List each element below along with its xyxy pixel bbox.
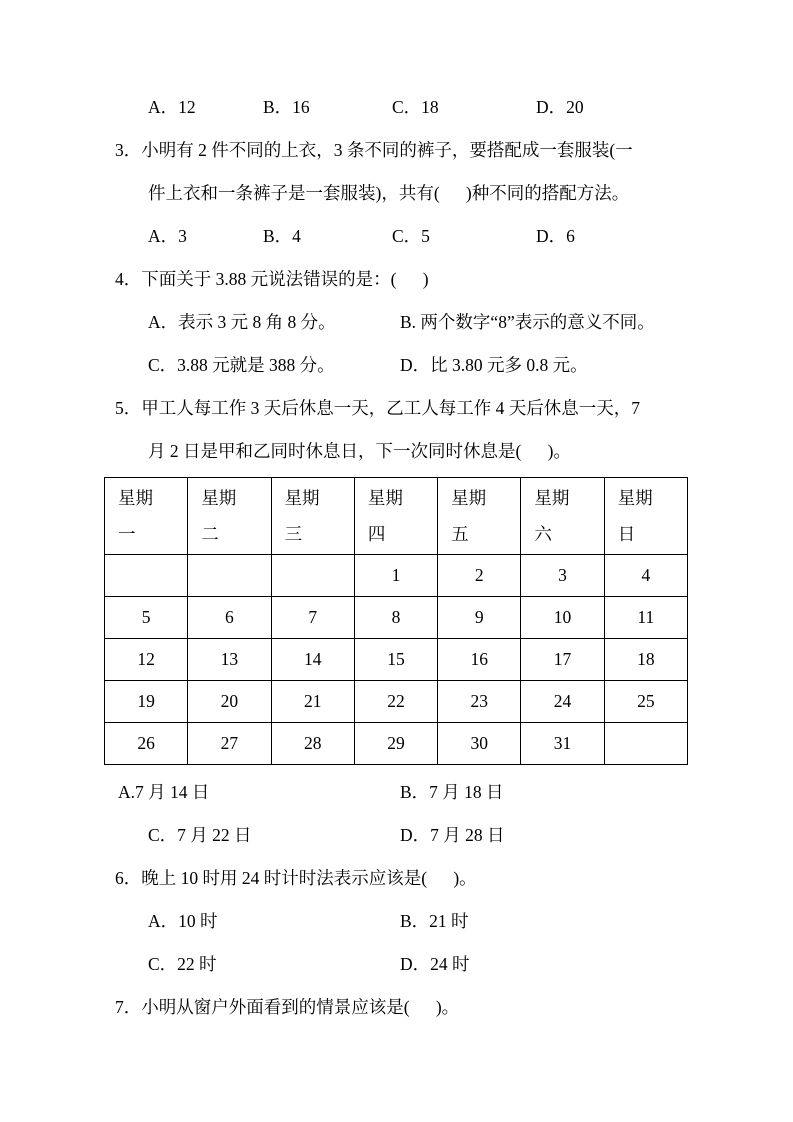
option-c: C．3.88 元就是 388 分。 [148,355,335,375]
calendar-cell: 20 [188,681,271,723]
weekday-label-top: 星期 [367,488,403,508]
weekday-label-top: 星期 [201,488,237,508]
calendar-cell: 10 [521,597,604,639]
calendar-header-cell [188,478,271,555]
question-4-options-row-1 [148,301,693,344]
question-stem: 7．小明从窗户外面看到的情景应该是( )。 [115,997,460,1017]
weekday-label-top: 星期 [118,488,153,508]
calendar-cell: 19 [105,681,188,723]
weekday-label-bottom: 一 [118,524,136,544]
calendar-cell: 30 [438,723,521,765]
calendar-cell: 9 [438,597,521,639]
calendar-cell [271,555,354,597]
weekday-label-top: 星期 [617,488,653,508]
calendar-cell [604,723,687,765]
calendar-cell [105,555,188,597]
weekday-label-bottom: 二 [201,524,219,544]
option-c: C．22 时 [148,954,217,974]
option-d: D．比 3.80 元多 0.8 元。 [400,355,588,375]
calendar-cell: 7 [271,597,354,639]
calendar-cell: 15 [354,639,437,681]
calendar-cell: 1 [354,555,437,597]
calendar-cell: 29 [354,723,437,765]
weekday-label-top: 星期 [284,488,320,508]
question-3-options [148,215,693,258]
calendar-header-cell [438,478,521,555]
calendar-header-cell [354,478,437,555]
calendar-cell: 23 [438,681,521,723]
calendar-cell: 8 [354,597,437,639]
question-stem: 6．晚上 10 时用 24 时计时法表示应该是( )。 [115,868,477,888]
calendar-header-cell [604,478,687,555]
option-a: A．12 [148,97,196,117]
question-stem: 5．甲工人每工作 3 天后休息一天，乙工人每工作 4 天后休息一天，7 [115,398,640,418]
calendar-cell: 14 [271,639,354,681]
calendar-cell: 22 [354,681,437,723]
calendar-row [105,639,688,681]
weekday-label-bottom: 五 [451,524,469,544]
question-5-options-row-1 [118,771,693,814]
option-d: D．6 [536,226,575,246]
calendar-cell: 31 [521,723,604,765]
calendar-cell: 17 [521,639,604,681]
option-a: A．3 [148,226,187,246]
question-4-options-row-2 [148,344,693,387]
question-stem-continued: 件上衣和一条裤子是一套服装)，共有( )种不同的搭配方法。 [148,183,630,203]
calendar-header-row [105,478,688,555]
calendar-cell [188,555,271,597]
calendar-cell: 2 [438,555,521,597]
option-b: B．21 时 [400,911,469,931]
calendar-cell: 3 [521,555,604,597]
calendar-cell: 18 [604,639,687,681]
option-b: B. 两个数字“8”表示的意义不同。 [400,312,655,332]
question-stem-continued: 月 2 日是甲和乙同时休息日，下一次同时休息是( )。 [148,441,571,461]
calendar-header-cell [271,478,354,555]
option-d: D．20 [536,97,584,117]
calendar-header-cell [521,478,604,555]
calendar-cell: 12 [105,639,188,681]
option-d: D．24 时 [400,954,470,974]
question-5-options-row-2 [148,814,693,857]
weekday-label-bottom: 日 [617,524,636,544]
calendar-header-cell [105,478,188,555]
calendar-cell: 26 [105,723,188,765]
calendar-cell: 27 [188,723,271,765]
weekday-label-bottom: 三 [284,524,303,544]
option-b: B．16 [263,97,310,117]
question-5 [104,387,693,857]
calendar-cell: 25 [604,681,687,723]
option-c: C．5 [392,226,430,246]
calendar-cell: 21 [271,681,354,723]
calendar-table [104,477,688,765]
option-a: A.7 月 14 日 [118,782,210,802]
option-b: B．7 月 18 日 [400,782,504,802]
option-c: C．18 [392,97,439,117]
calendar-cell: 13 [188,639,271,681]
calendar-cell: 28 [271,723,354,765]
question-3 [104,129,693,258]
option-b: B．4 [263,226,301,246]
calendar-cell: 16 [438,639,521,681]
question-4 [104,258,693,387]
weekday-label-bottom: 六 [534,524,552,544]
weekday-label-top: 星期 [451,488,487,508]
option-c: C．7 月 22 日 [148,825,252,845]
calendar-row [105,681,688,723]
option-d: D．7 月 28 日 [400,825,505,845]
calendar-cell: 24 [521,681,604,723]
calendar-row [105,723,688,765]
calendar-cell: 11 [604,597,687,639]
weekday-label-bottom: 四 [367,524,386,544]
question-2-options [148,86,693,129]
question-stem: 4．下面关于 3.88 元说法错误的是：( ) [115,269,429,289]
calendar-cell: 4 [604,555,687,597]
question-6-options-row-2 [148,943,693,986]
question-7 [104,986,693,1029]
question-6-options-row-1 [148,900,693,943]
option-a: A．表示 3 元 8 角 8 分。 [148,312,336,332]
question-stem: 3．小明有 2 件不同的上衣，3 条不同的裤子，要搭配成一套服装(一 [115,140,633,160]
calendar-row [105,597,688,639]
weekday-label-top: 星期 [534,488,570,508]
option-a: A．10 时 [148,911,218,931]
calendar-cell: 5 [105,597,188,639]
calendar-row [105,555,688,597]
calendar-cell: 6 [188,597,271,639]
question-6 [104,857,693,986]
